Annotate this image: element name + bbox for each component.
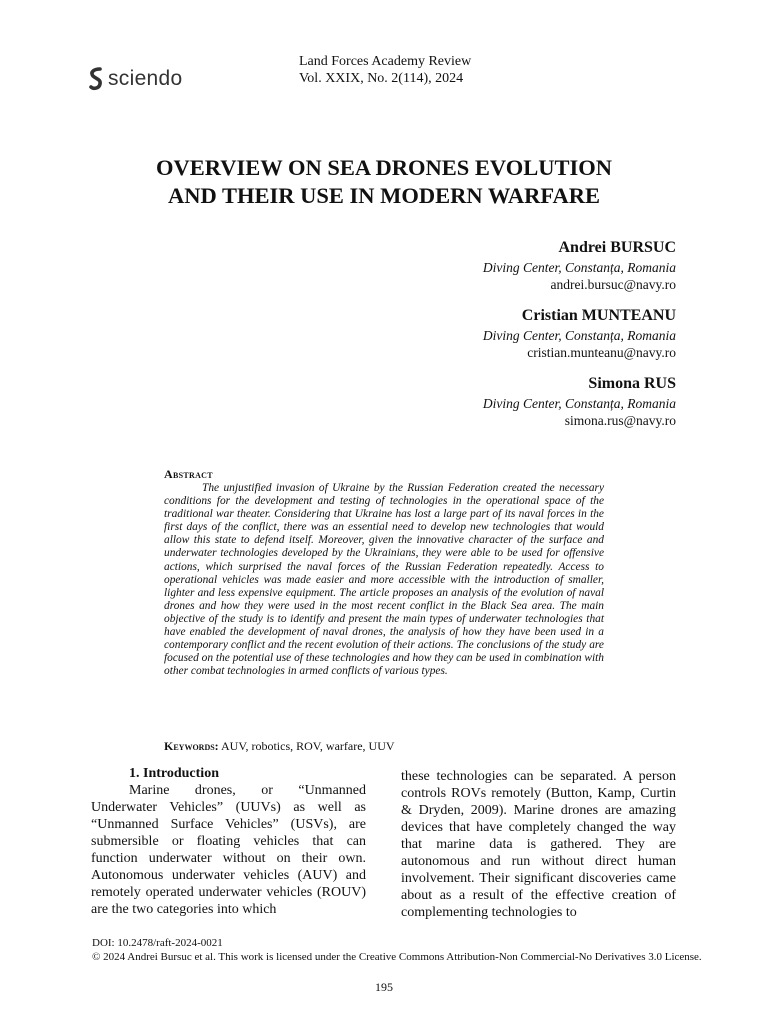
doi-text: DOI: 10.2478/raft-2024-0021 xyxy=(92,937,223,949)
author-name: Cristian MUNTEANU xyxy=(521,307,676,324)
title-line-1: OVERVIEW ON SEA DRONES EVOLUTION xyxy=(156,155,612,180)
section-heading: 1. Introduction xyxy=(129,766,219,781)
author-name: Andrei BURSUC xyxy=(558,239,676,256)
author-email: cristian.munteanu@navy.ro xyxy=(527,345,676,360)
sciendo-logo-icon xyxy=(88,66,104,92)
intro-paragraph-right: these technologies can be separated. A person controls ROVs remotely (Button, Kamp, Curtin & Dryden, 2009). Marine drones are amazing devices that have completely changed the way that marine data is gathered. They are autonomous and run without direct human involvement. Their significant discoveries came about as a result of the effective creation of complementing technologies to xyxy=(401,769,676,920)
page-number: 195 xyxy=(375,980,393,994)
left-column xyxy=(91,765,366,918)
author-block xyxy=(276,374,676,429)
abstract-heading: Abstract xyxy=(164,467,213,481)
keywords-label: Keywords: xyxy=(164,739,219,753)
logo-text: sciendo xyxy=(108,67,183,90)
author-affiliation: Diving Center, Constanța, Romania xyxy=(482,396,676,411)
author-affiliation: Diving Center, Constanța, Romania xyxy=(482,260,676,275)
keywords-line xyxy=(164,739,395,754)
intro-paragraph-left: Marine drones, or “Unmanned Underwater Vehicles” (UUVs) as well as “Unmanned Surface Vehicles” (USVs), are submersible or floating vehicles that can function underwater without on their own. Autonomous underwater vehicles (AUV) and remotely operated underwater vehicles (ROUV) are the two categories into which xyxy=(91,783,366,917)
paper-title xyxy=(84,154,684,210)
author-block xyxy=(276,238,676,293)
author-affiliation: Diving Center, Constanța, Romania xyxy=(482,328,676,343)
author-email: andrei.bursuc@navy.ro xyxy=(550,277,676,292)
author-email: simona.rus@navy.ro xyxy=(564,413,676,428)
author-name: Simona RUS xyxy=(588,375,676,392)
publisher-logo xyxy=(88,66,182,92)
abstract-section xyxy=(164,467,604,678)
volume-issue: Vol. XXIX, No. 2(114), 2024 xyxy=(299,71,464,86)
right-column xyxy=(401,768,676,921)
license-text: © 2024 Andrei Bursuc et al. This work is licensed under the Creative Commons Attribution-Non Commercial-No Derivatives 3.0 License. xyxy=(92,951,702,963)
footer xyxy=(92,936,732,964)
journal-info xyxy=(299,53,471,87)
keywords-text: AUV, robotics, ROV, warfare, UUV xyxy=(221,739,395,753)
journal-name: Land Forces Academy Review xyxy=(299,54,472,69)
title-line-2: AND THEIR USE IN MODERN WARFARE xyxy=(168,183,600,208)
author-block xyxy=(276,306,676,361)
author-list xyxy=(276,238,676,442)
abstract-text: The unjustified invasion of Ukraine by the Russian Federation created the necessary conditions for the development and testing of technologies in the operational space of the traditional war theater. Considering that Ukraine has lost a large part of its naval forces in the first days of the conflict, there was an essential need to develop new technologies that would allow this state to defend itself. Moreover, given the innovative character of the surface and underwater technologies developed by the Ukrainians, they were able to be used for offensive actions, which surprised the naval forces of the Russian Federation repeatedly. Access to operational vehicles was made easier and more accessible with the introduction of smaller, lighter and less expensive equipment. The article proposes an analysis of the evolution of naval drones and how they were used in the most recent conflict in the Black Sea area. The main objective of the study is to identify and present the main types of underwater technologies that have enabled the development of naval drones, the analysis of how they have been used in a contemporary conflict and the recent evolution of their actions. The conclusions of the study are focused on the potential use of these technologies and how they can be used in combination with other combat technologies in armed conflicts of various types. xyxy=(164,482,604,678)
